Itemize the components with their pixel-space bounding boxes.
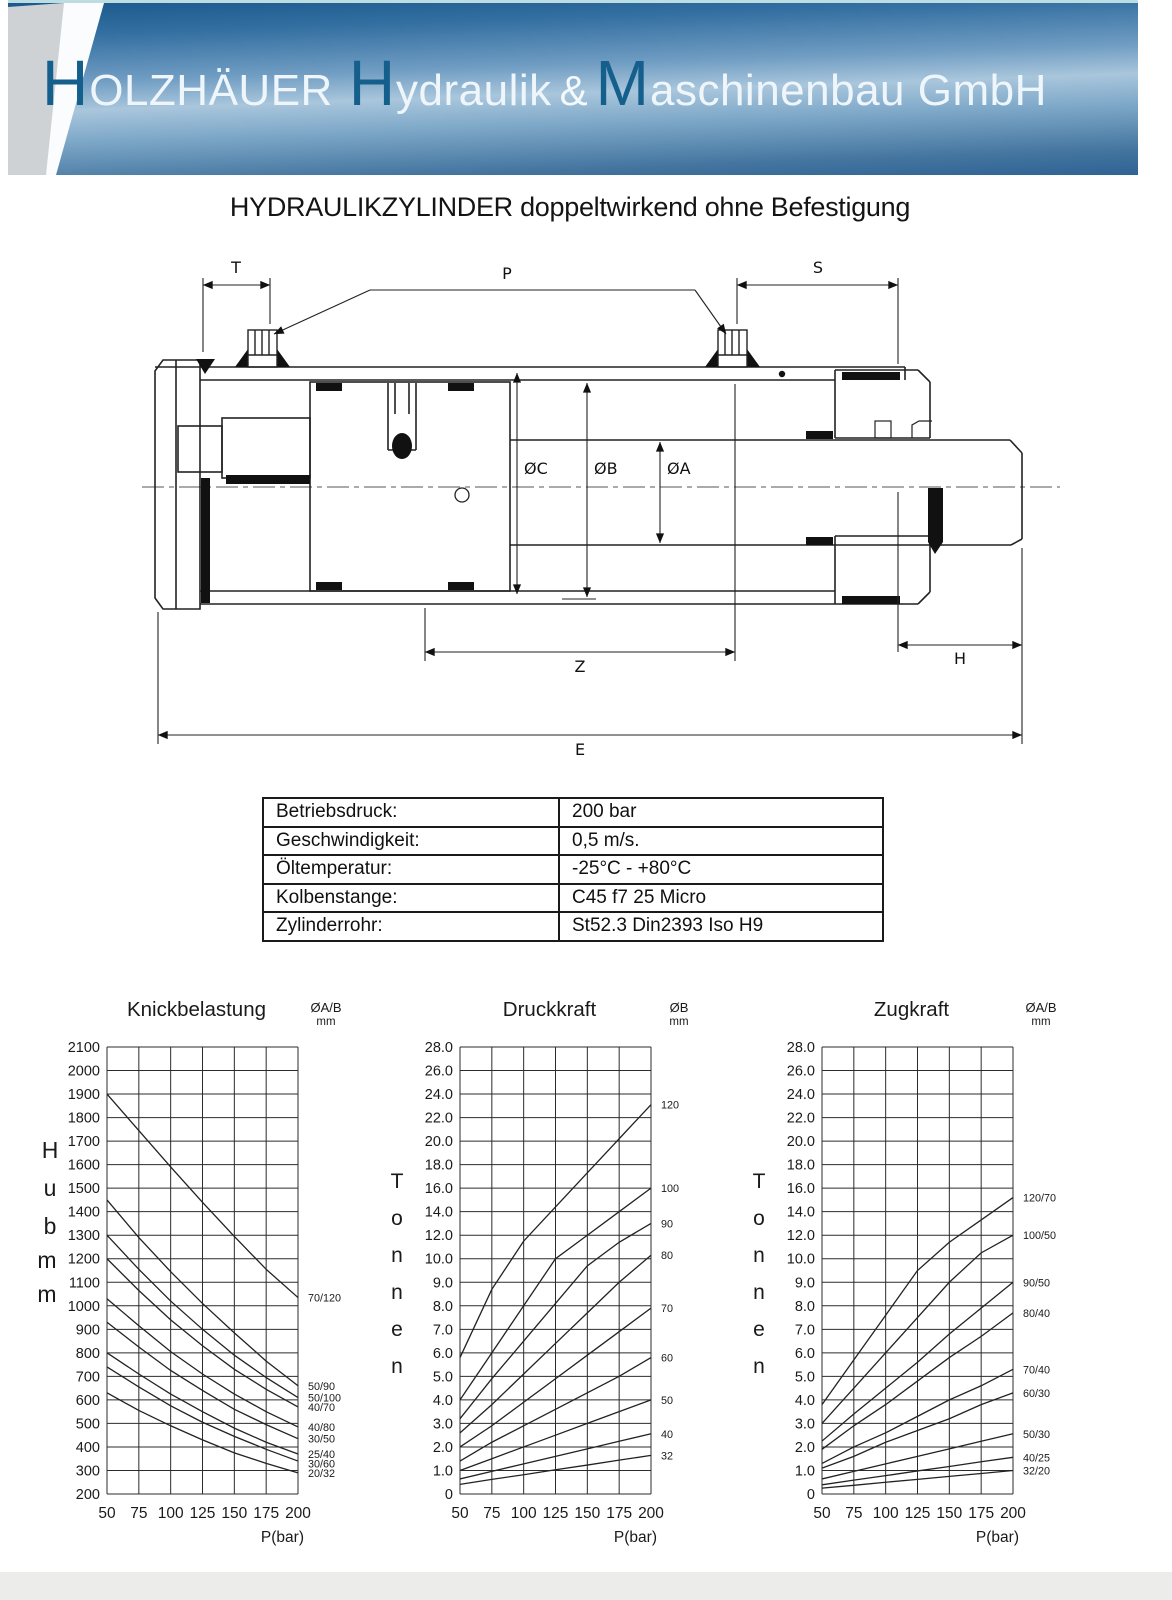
- svg-text:80/40: 80/40: [1023, 1307, 1051, 1320]
- svg-text:6.0: 6.0: [432, 1345, 453, 1362]
- spec-value: St52.3 Din2393 Iso H9: [559, 912, 883, 941]
- svg-text:mm: mm: [1031, 1016, 1051, 1028]
- svg-text:800: 800: [75, 1345, 100, 1362]
- spec-value: C45 f7 25 Micro: [559, 884, 883, 913]
- chart-Zugkraft: [753, 1000, 1057, 1546]
- svg-text:H: H: [41, 1137, 59, 1163]
- svg-text:n: n: [753, 1281, 765, 1304]
- svg-text:18.0: 18.0: [424, 1157, 453, 1174]
- svg-text:18.0: 18.0: [786, 1157, 815, 1174]
- spec-value: -25°C - +80°C: [559, 855, 883, 884]
- svg-text:75: 75: [130, 1505, 148, 1522]
- svg-text:175: 175: [606, 1505, 633, 1522]
- svg-text:ØA/B: ØA/B: [310, 1000, 342, 1015]
- svg-text:1700: 1700: [67, 1134, 100, 1151]
- dimension-labels: [230, 258, 966, 759]
- svg-text:40/25: 40/25: [1023, 1452, 1051, 1465]
- spec-label: Geschwindigkeit:: [263, 827, 559, 856]
- svg-text:16.0: 16.0: [424, 1181, 453, 1198]
- svg-text:1200: 1200: [67, 1251, 100, 1268]
- svg-text:o: o: [753, 1207, 765, 1230]
- svg-text:12.0: 12.0: [424, 1228, 453, 1245]
- svg-text:22.0: 22.0: [424, 1110, 453, 1127]
- svg-text:n: n: [391, 1355, 403, 1378]
- svg-text:m: m: [37, 1247, 57, 1273]
- svg-text:24.0: 24.0: [424, 1087, 453, 1104]
- svg-text:175: 175: [253, 1505, 280, 1522]
- svg-text:20.0: 20.0: [786, 1134, 815, 1151]
- svg-text:T: T: [752, 1170, 766, 1193]
- svg-text:n: n: [753, 1244, 765, 1267]
- svg-text:125: 125: [904, 1505, 931, 1522]
- svg-text:70/40: 70/40: [1023, 1364, 1051, 1377]
- svg-text:40/80: 40/80: [308, 1421, 336, 1434]
- svg-text:100: 100: [661, 1183, 680, 1196]
- svg-text:26.0: 26.0: [786, 1063, 815, 1080]
- svg-text:o: o: [391, 1207, 403, 1230]
- svg-text:ØA/B: ØA/B: [1025, 1000, 1057, 1015]
- spec-label: Kolbenstange:: [263, 884, 559, 913]
- svg-text:20.0: 20.0: [424, 1134, 453, 1151]
- svg-text:125: 125: [542, 1505, 569, 1522]
- spec-table: [262, 797, 884, 942]
- svg-text:70/120: 70/120: [308, 1292, 342, 1305]
- svg-text:14.0: 14.0: [786, 1204, 815, 1221]
- svg-text:n: n: [391, 1244, 403, 1267]
- svg-text:150: 150: [221, 1505, 248, 1522]
- svg-text:2000: 2000: [67, 1063, 100, 1080]
- dimension-lines: [158, 278, 1022, 744]
- svg-text:5.0: 5.0: [794, 1369, 815, 1386]
- svg-text:100: 100: [157, 1505, 184, 1522]
- svg-text:700: 700: [75, 1369, 100, 1386]
- svg-text:mm: mm: [316, 1016, 336, 1028]
- table-row: [263, 884, 883, 913]
- svg-text:50: 50: [813, 1505, 831, 1522]
- svg-text:120/70: 120/70: [1023, 1192, 1057, 1205]
- logo-initial-1: H: [42, 47, 90, 119]
- dim-label-z: Z: [574, 657, 586, 676]
- svg-text:120: 120: [661, 1099, 680, 1112]
- svg-text:8.0: 8.0: [794, 1298, 815, 1315]
- svg-text:n: n: [391, 1281, 403, 1304]
- page-title: HYDRAULIKZYLINDER doppeltwirkend ohne Befestigung: [229, 192, 911, 222]
- svg-text:6.0: 6.0: [794, 1345, 815, 1362]
- svg-text:1300: 1300: [67, 1228, 100, 1245]
- svg-text:Zugkraft: Zugkraft: [873, 1000, 950, 1021]
- svg-text:e: e: [753, 1318, 765, 1341]
- svg-text:300: 300: [75, 1463, 100, 1480]
- logo-word-2: ydraulik: [396, 66, 552, 115]
- svg-text:200: 200: [75, 1487, 100, 1503]
- svg-text:T: T: [390, 1170, 404, 1193]
- table-row: [263, 798, 883, 827]
- header-banner: [8, 0, 1138, 175]
- table-row: [263, 912, 883, 941]
- svg-text:28.0: 28.0: [424, 1040, 453, 1056]
- chart-Druckkraft: [391, 1000, 689, 1546]
- svg-text:50/100: 50/100: [308, 1392, 342, 1405]
- svg-text:4.0: 4.0: [794, 1392, 815, 1409]
- spec-label: Öltemperatur:: [263, 855, 559, 884]
- logo-word-3: aschinenbau: [649, 66, 906, 115]
- charts-canvas: [0, 1000, 1172, 1600]
- svg-text:Druckkraft: Druckkraft: [502, 1000, 597, 1021]
- svg-text:75: 75: [483, 1505, 501, 1522]
- svg-text:400: 400: [75, 1439, 100, 1456]
- svg-text:P(bar): P(bar): [613, 1529, 657, 1546]
- chart-Knickbelastung: [37, 1000, 341, 1546]
- logo-initial-2: H: [348, 47, 397, 119]
- svg-text:70: 70: [661, 1303, 674, 1316]
- svg-text:1800: 1800: [67, 1110, 100, 1127]
- svg-text:50/90: 50/90: [308, 1380, 336, 1393]
- svg-text:100/50: 100/50: [1023, 1230, 1057, 1243]
- svg-text:20/32: 20/32: [308, 1468, 336, 1481]
- svg-text:150: 150: [574, 1505, 601, 1522]
- svg-text:e: e: [391, 1318, 403, 1341]
- svg-text:26.0: 26.0: [424, 1063, 453, 1080]
- svg-text:32: 32: [661, 1450, 674, 1463]
- svg-text:60/30: 60/30: [1023, 1387, 1051, 1400]
- svg-text:40/70: 40/70: [308, 1402, 336, 1415]
- svg-text:30/50: 30/50: [308, 1433, 336, 1446]
- svg-text:900: 900: [75, 1322, 100, 1339]
- svg-text:9.0: 9.0: [432, 1275, 453, 1292]
- svg-text:150: 150: [936, 1505, 963, 1522]
- svg-text:200: 200: [1000, 1505, 1026, 1522]
- svg-text:200: 200: [285, 1505, 311, 1522]
- svg-text:2.0: 2.0: [432, 1439, 453, 1456]
- svg-text:7.0: 7.0: [794, 1322, 815, 1339]
- svg-text:14.0: 14.0: [424, 1204, 453, 1221]
- dim-label-s: S: [812, 258, 824, 277]
- drawing-outline: [155, 360, 1022, 609]
- svg-text:75: 75: [845, 1505, 863, 1522]
- dim-label-h: H: [953, 649, 967, 668]
- svg-text:500: 500: [75, 1416, 100, 1433]
- drawing-seals: [196, 349, 943, 604]
- svg-text:30/60: 30/60: [308, 1458, 336, 1471]
- svg-text:4.0: 4.0: [432, 1392, 453, 1409]
- svg-text:b: b: [43, 1213, 57, 1239]
- svg-text:ØB: ØB: [669, 1000, 689, 1015]
- svg-text:50: 50: [661, 1394, 674, 1407]
- logo-suffix: GmbH: [905, 66, 1047, 115]
- spec-label: Betriebsdruck:: [263, 798, 559, 827]
- svg-text:1.0: 1.0: [794, 1463, 815, 1480]
- svg-text:1000: 1000: [67, 1298, 100, 1315]
- svg-text:8.0: 8.0: [432, 1298, 453, 1315]
- svg-text:40: 40: [661, 1428, 674, 1441]
- svg-text:1100: 1100: [68, 1275, 100, 1292]
- svg-text:24.0: 24.0: [786, 1087, 815, 1104]
- svg-text:80: 80: [661, 1250, 674, 1263]
- svg-text:0: 0: [444, 1487, 453, 1503]
- svg-text:9.0: 9.0: [794, 1275, 815, 1292]
- svg-text:200: 200: [638, 1505, 664, 1522]
- logo-ampersand: &: [559, 67, 588, 114]
- svg-text:1600: 1600: [67, 1157, 100, 1174]
- svg-text:175: 175: [968, 1505, 995, 1522]
- cylinder-drawing: [130, 252, 1070, 777]
- svg-text:22.0: 22.0: [786, 1110, 815, 1127]
- svg-text:90: 90: [661, 1218, 674, 1231]
- logo-initial-3: M: [595, 47, 650, 119]
- svg-text:32/20: 32/20: [1023, 1465, 1051, 1478]
- svg-text:m: m: [37, 1281, 57, 1307]
- dim-label-e: E: [574, 740, 586, 759]
- svg-text:mm: mm: [669, 1016, 689, 1028]
- dim-label-da: ØA: [667, 459, 691, 478]
- table-row: [263, 827, 883, 856]
- table-row: [263, 855, 883, 884]
- dim-label-dc: ØC: [524, 459, 548, 478]
- svg-text:125: 125: [189, 1505, 216, 1522]
- svg-text:7.0: 7.0: [432, 1322, 453, 1339]
- svg-text:100: 100: [510, 1505, 537, 1522]
- svg-text:2.0: 2.0: [794, 1439, 815, 1456]
- svg-text:600: 600: [75, 1392, 100, 1409]
- svg-text:n: n: [753, 1355, 765, 1378]
- svg-text:3.0: 3.0: [794, 1416, 815, 1433]
- svg-text:2100: 2100: [67, 1040, 100, 1056]
- svg-text:16.0: 16.0: [786, 1181, 815, 1198]
- spec-value: 0,5 m/s.: [559, 827, 883, 856]
- svg-text:50/30: 50/30: [1023, 1428, 1051, 1441]
- svg-text:90/50: 90/50: [1023, 1277, 1051, 1290]
- dim-label-db: ØB: [594, 459, 618, 478]
- svg-text:0: 0: [806, 1487, 815, 1503]
- oil-ports: [248, 330, 747, 367]
- spec-label: Zylinderrohr:: [263, 912, 559, 941]
- svg-text:1900: 1900: [67, 1087, 100, 1104]
- dim-label-p: P: [502, 264, 512, 283]
- dim-label-t: T: [231, 258, 241, 277]
- svg-text:50: 50: [98, 1505, 116, 1522]
- spec-value: 200 bar: [559, 798, 883, 827]
- svg-text:12.0: 12.0: [786, 1228, 815, 1245]
- footer-band: [0, 1572, 1172, 1600]
- svg-text:50: 50: [451, 1505, 469, 1522]
- svg-text:28.0: 28.0: [786, 1040, 815, 1056]
- svg-text:1.0: 1.0: [432, 1463, 453, 1480]
- logo-word-1: OLZHÄUER: [89, 66, 333, 115]
- svg-text:1400: 1400: [67, 1204, 100, 1221]
- svg-text:Knickbelastung: Knickbelastung: [126, 1000, 267, 1021]
- svg-text:1500: 1500: [67, 1181, 100, 1198]
- svg-text:P(bar): P(bar): [975, 1529, 1019, 1546]
- svg-text:10.0: 10.0: [786, 1251, 815, 1268]
- svg-text:60: 60: [661, 1352, 674, 1365]
- logo: [42, 3, 1047, 163]
- svg-text:10.0: 10.0: [424, 1251, 453, 1268]
- svg-text:5.0: 5.0: [432, 1369, 453, 1386]
- svg-text:P(bar): P(bar): [260, 1529, 304, 1546]
- svg-text:3.0: 3.0: [432, 1416, 453, 1433]
- svg-text:u: u: [43, 1175, 57, 1201]
- svg-text:100: 100: [872, 1505, 899, 1522]
- svg-text:25/40: 25/40: [308, 1449, 336, 1462]
